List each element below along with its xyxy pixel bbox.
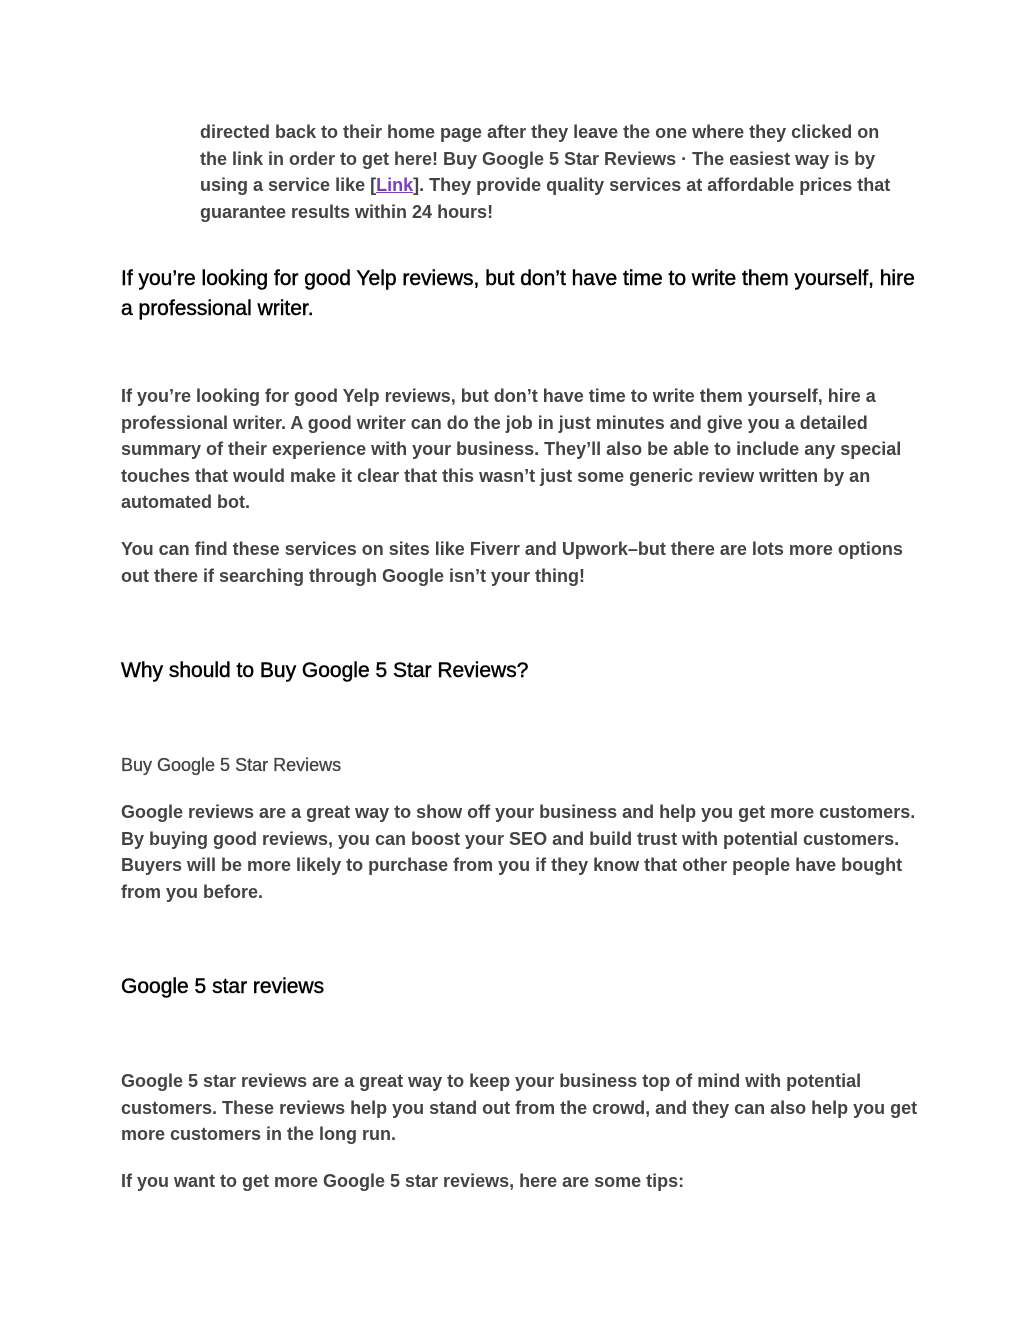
intro-paragraph (200, 119, 900, 225)
intro-block (200, 119, 900, 225)
intro-text-after-link: ]. They provide quality services at affordable prices that guarantee results within 24 hours! (200, 175, 891, 222)
intro-text-before-link: directed back to their home page after they leave the one where they clicked on the link in order to get here! Buy Google 5 Star Reviews · The easiest way is by using a service like [ (200, 122, 880, 196)
why-subheading: Buy Google 5 Star Reviews (121, 755, 342, 775)
five-star-heading: Google 5 star reviews (121, 975, 325, 998)
why-paragraph: Google reviews are a great way to show off your business and help you get more customers. By buying good reviews, you can boost your SEO and build trust with potential customers. Buyers will be more likely to purchase from you if they know that other people have bought from you before. (121, 802, 916, 902)
five-star-paragraph-2: If you want to get more Google 5 star reviews, here are some tips: (121, 1171, 685, 1191)
yelp-heading: If you’re looking for good Yelp reviews, but don’t have time to write them yourself, hire a professional writer. (121, 267, 915, 320)
why-heading: Why should to Buy Google 5 Star Reviews? (121, 659, 529, 682)
five-star-paragraph-1: Google 5 star reviews are a great way to keep your business top of mind with potential customers. These reviews help you stand out from the crowd, and they can also help you get more customers in the long run. (121, 1071, 918, 1145)
yelp-paragraph-2: You can find these services on sites like Fiverr and Upwork–but there are lots more options out there if searching through Google isn’t your thing! (121, 539, 903, 586)
service-link[interactable]: Link (376, 175, 414, 196)
yelp-paragraph-1: If you’re looking for good Yelp reviews, but don’t have time to write them yourself, hire a professional writer. A good writer can do the job in just minutes and give you a detailed summary of their experience with your business. They’ll also be able to include any special touches that would make it clear that this wasn’t just some generic review written by an automated bot. (121, 386, 902, 513)
